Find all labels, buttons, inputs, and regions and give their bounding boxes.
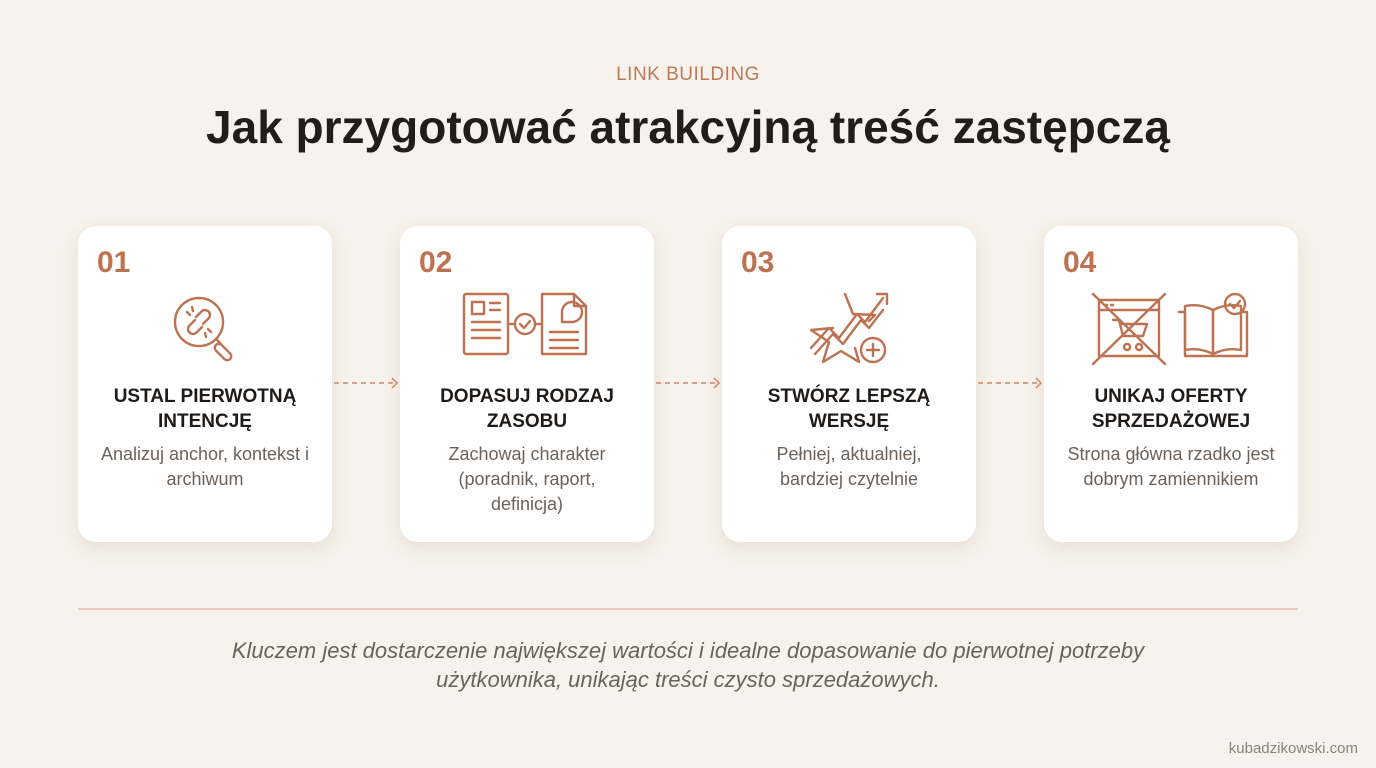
step-number: 01: [97, 246, 131, 279]
arrow-right-icon: [656, 377, 722, 389]
document-match-icon: [400, 290, 654, 370]
page-title: Jak przygotować atrakcyjną treść zastępczą: [206, 101, 1170, 153]
step-number: 04: [1063, 246, 1097, 279]
step-title: STWÓRZ LEPSZĄ WERSJĘ: [767, 386, 931, 432]
step-card-4: [1044, 226, 1298, 542]
star-growth-icon: [722, 290, 976, 370]
step-card-2: [400, 226, 654, 542]
step-title: UNIKAJ OFERTY SPRZEDAŻOWEJ: [1091, 386, 1251, 432]
step-card-1: [78, 226, 332, 542]
step-description: Strona główna rzadko jest dobrym zamiennikiem: [1067, 444, 1275, 489]
source-credit: kubadzikowski.com: [1228, 740, 1358, 757]
step-number: 02: [419, 246, 453, 279]
step-title: DOPASUJ RODZAJ ZASOBU: [440, 386, 614, 432]
step-description: Pełniej, aktualniej, bardziej czytelnie: [776, 444, 922, 489]
step-description: Zachowaj charakter (poradnik, raport, definicja): [448, 444, 606, 514]
broken-link-search-icon: [78, 290, 332, 370]
arrow-right-icon: [334, 377, 400, 389]
arrow-right-icon: [978, 377, 1044, 389]
summary-text: Kluczem jest dostarczenie największej wartości i idealne dopasowanie do pierwotnej potrzeby użytkownika, unikając treści czysto sprzedażowych.: [231, 638, 1145, 692]
step-description: Analizuj anchor, kontekst i archiwum: [100, 444, 310, 489]
step-title: USTAL PIERWOTNĄ INTENCJĘ: [113, 386, 297, 432]
divider: [78, 608, 1298, 610]
step-number: 03: [741, 246, 775, 279]
eyebrow-label: LINK BUILDING: [616, 64, 760, 85]
no-shop-book-icon: [1044, 290, 1298, 370]
step-card-3: [722, 226, 976, 542]
